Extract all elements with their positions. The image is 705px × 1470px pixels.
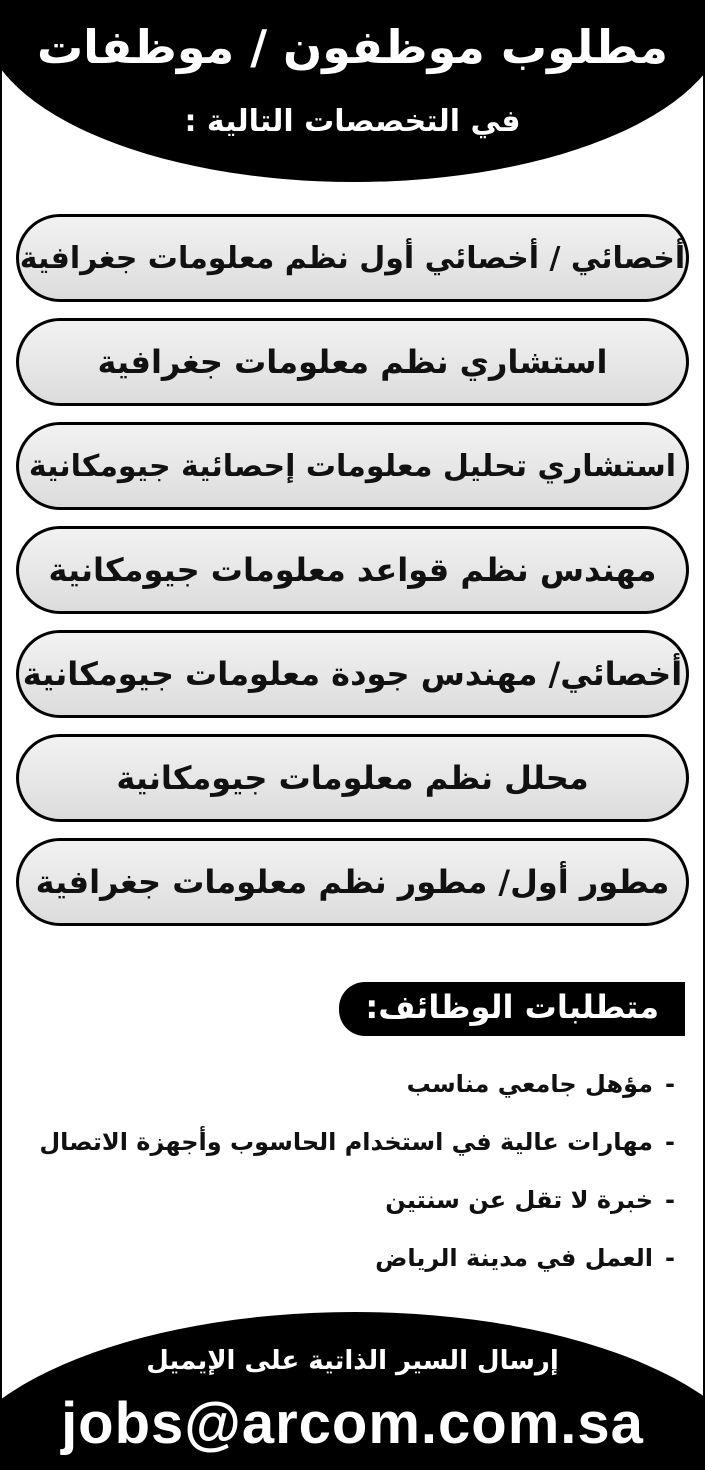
specialty-item: مهندس نظم قواعد معلومات جيومكانية: [16, 526, 689, 614]
requirement-text: خبرة لا تقل عن سنتين: [385, 1186, 654, 1214]
specialty-item: محلل نظم معلومات جيومكانية: [16, 734, 689, 822]
requirements-heading: متطلبات الوظائف:: [339, 982, 685, 1036]
specialty-item: مطور أول/ مطور نظم معلومات جغرافية: [16, 838, 689, 926]
send-cv-instruction: إرسال السير الذاتية على الإيميل: [146, 1346, 559, 1376]
specialty-item: أخصائي/ مهندس جودة معلومات جيومكانية: [16, 630, 689, 718]
requirement-text: مهارات عالية في استخدام الحاسوب وأجهزة الاتصال: [39, 1128, 654, 1156]
bullet-dash: -: [665, 1128, 675, 1156]
page-subtitle: في التخصصات التالية :: [184, 104, 521, 139]
bullet-dash: -: [665, 1186, 675, 1214]
specialty-item: استشاري تحليل معلومات إحصائية جيومكانية: [16, 422, 689, 510]
requirement-text: العمل في مدينة الرياض: [375, 1244, 654, 1272]
page-title: مطلوب موظفون / موظفات: [36, 20, 669, 74]
requirement-item: [22, 1178, 675, 1236]
contact-email: jobs@arcom.com.sa: [61, 1391, 644, 1456]
requirement-text: مؤهل جامعي مناسب: [406, 1070, 654, 1098]
bullet-dash: -: [665, 1244, 675, 1272]
specialty-item: أخصائي / أخصائي أول نظم معلومات جغرافية: [16, 214, 689, 302]
specialties-list: [16, 214, 689, 926]
requirement-item: [22, 1236, 675, 1294]
requirement-item: [22, 1120, 675, 1178]
requirements-list: [22, 1062, 675, 1294]
bullet-dash: -: [665, 1070, 675, 1098]
requirement-item: [22, 1062, 675, 1120]
specialty-item: استشاري نظم معلومات جغرافية: [16, 318, 689, 406]
